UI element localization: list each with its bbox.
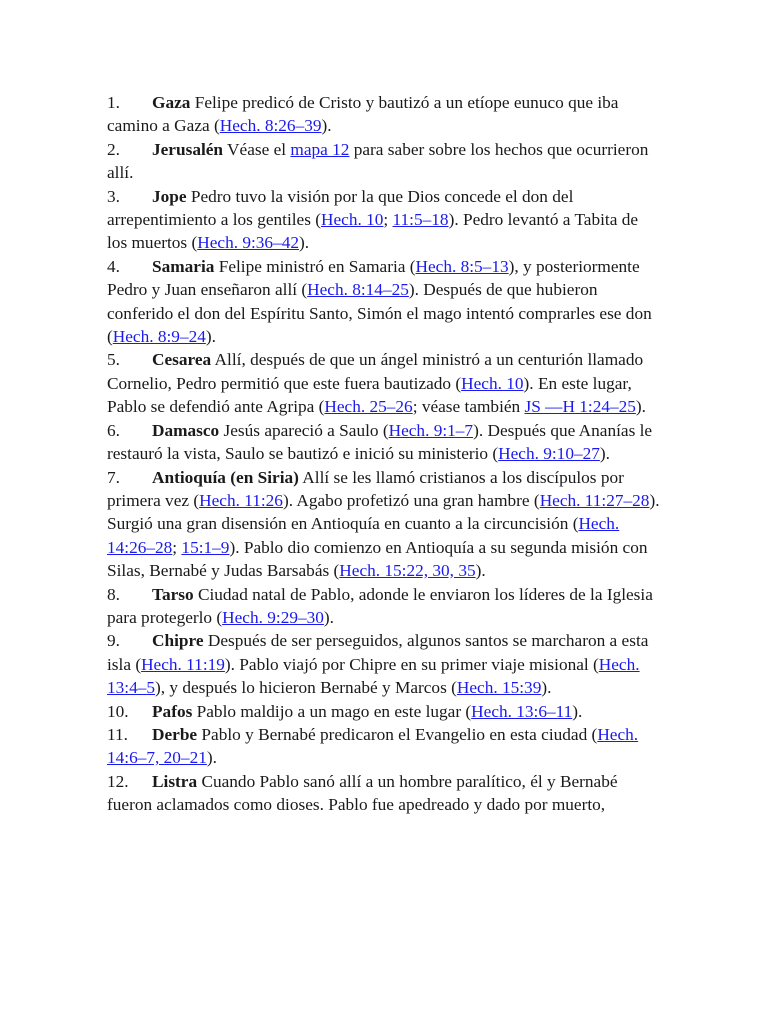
list-item — [107, 255, 662, 349]
description-text: ; véase también — [412, 397, 525, 417]
description-text: ). En este lugar, Pablo se defendió ante Agripa ( — [107, 373, 632, 417]
item-number: 3. — [107, 186, 120, 206]
list-item — [107, 419, 662, 466]
list-item — [107, 700, 662, 723]
list-item — [107, 723, 662, 770]
description-text: ; — [383, 210, 393, 230]
description-text: ). — [321, 116, 332, 136]
place-name: Cesarea — [152, 350, 212, 370]
scripture-reference-link[interactable]: Hech. 11:26 — [199, 490, 283, 510]
scripture-reference-link[interactable]: 15:1–9 — [181, 537, 230, 557]
description-text: Cuando Pablo sanó allí a un hombre paralítico, él y Bernabé fueron aclamados como dioses. Pablo fue apedreado y dado por muerto, — [107, 771, 618, 815]
item-number: 6. — [107, 420, 120, 440]
description-text: ). Después que Ananías le restauró la vista, Saulo se bautizó e inició su ministerio ( — [107, 420, 653, 464]
list-item — [107, 185, 662, 255]
list-item — [107, 91, 662, 138]
description-text: ). — [599, 444, 610, 464]
item-number: 5. — [107, 350, 120, 370]
place-name: Jope — [152, 186, 187, 206]
description-text: ). — [206, 748, 217, 768]
item-number: 10. — [107, 701, 129, 721]
place-name: Tarso — [152, 584, 194, 604]
scripture-reference-link[interactable]: Hech. 9:36–42 — [197, 233, 299, 253]
description-text: Después de ser perseguidos, algunos santos se marcharon a esta isla ( — [107, 631, 649, 674]
place-name: Gaza — [152, 93, 191, 112]
place-name: Chipre — [152, 631, 204, 651]
list-item — [107, 583, 662, 630]
scripture-reference-link[interactable]: Hech. 8:26–39 — [219, 116, 322, 136]
list-item — [107, 466, 662, 583]
scripture-reference-link[interactable]: Hech. 9:29–30 — [222, 607, 324, 627]
list-item — [107, 138, 662, 185]
scripture-reference-link[interactable]: Hech. 8:5–13 — [415, 256, 509, 276]
description-text: ; — [172, 537, 182, 557]
description-text: Allí, después de que un ángel ministró a un centurión llamado Cornelio, Pedro permitió que este fuera bautizado ( — [107, 350, 644, 393]
scripture-reference-link[interactable]: Hech. 25–26 — [324, 397, 413, 417]
description-text: ). Pedro levantó a Tabita de los muertos ( — [107, 210, 639, 253]
description-text: ), y después lo hicieron Bernabé y Marcos ( — [155, 678, 457, 698]
description-text: para saber sobre los hechos que ocurrieron allí. — [107, 139, 649, 183]
scripture-reference-link[interactable]: 11:5–18 — [392, 210, 449, 230]
place-name: Samaria — [152, 256, 215, 276]
scripture-reference-link[interactable]: Hech. 9:10–27 — [498, 444, 600, 464]
place-name: Jerusalén — [152, 139, 224, 159]
description-text: ), y posteriormente Pedro y Juan enseñaron allí ( — [107, 256, 640, 300]
description-text: Pablo y Bernabé predicaron el Evangelio en esta ciudad ( — [197, 724, 598, 744]
scripture-reference-link[interactable]: Hech. 13:6–11 — [471, 701, 573, 721]
scripture-reference-link[interactable]: Hech. 15:39 — [456, 678, 542, 698]
description-text: Allí se les llamó cristianos a los discípulos por primera vez ( — [107, 467, 624, 510]
description-text: Jesús apareció a Saulo ( — [219, 420, 389, 440]
scripture-reference-link[interactable]: Hech. 15:22, 30, 35 — [339, 561, 476, 581]
description-text: ). — [475, 561, 486, 581]
item-number: 7. — [107, 467, 120, 487]
place-name: Pafos — [152, 701, 193, 721]
description-text: ). Agabo profetizó una gran hambre ( — [282, 490, 540, 510]
scripture-reference-link[interactable]: Hech. 8:14–25 — [307, 280, 409, 300]
item-number: 9. — [107, 631, 120, 651]
description-text: Pablo maldijo a un mago en este lugar ( — [192, 701, 472, 721]
item-number: 1. — [107, 93, 120, 112]
description-text: Felipe predicó de Cristo y bautizó a un etíope eunuco que iba camino a Gaza ( — [107, 93, 619, 136]
scripture-reference-link[interactable]: Hech. 13:4–5 — [107, 654, 640, 698]
place-name: Damasco — [152, 420, 220, 440]
description-text: ). Después de que hubieron conferido el don del Espíritu Santo, Simón el mago intentó comprarles ese don ( — [107, 280, 652, 347]
description-text: ). — [541, 678, 552, 698]
list-item — [107, 348, 662, 418]
description-text: ). — [299, 233, 310, 253]
item-number: 4. — [107, 256, 120, 276]
scripture-reference-link[interactable]: Hech. 8:9–24 — [112, 327, 206, 347]
place-name: Antioquía (en Siria) — [152, 467, 299, 487]
scripture-reference-link[interactable]: Hech. 14:26–28 — [107, 514, 620, 557]
scripture-reference-link[interactable]: Hech. 14:6–7, 20–21 — [107, 724, 639, 768]
description-text: ). Pablo dio comienzo en Antioquía a su segunda misión con Silas, Bernabé y Judas Barsabás ( — [107, 537, 648, 581]
place-name: Listra — [152, 771, 198, 791]
list-item — [107, 629, 662, 699]
scripture-reference-link[interactable]: Hech. 11:19 — [141, 654, 225, 674]
description-text: ). Pablo viajó por Chipre en su primer viaje misional ( — [224, 654, 599, 674]
scripture-reference-link[interactable]: Hech. 10 — [461, 373, 524, 393]
scripture-reference-link[interactable]: Hech. 11:27–28 — [539, 490, 650, 510]
item-number: 11. — [107, 724, 128, 744]
description-text: ). — [572, 701, 583, 721]
description-text: Véase el — [223, 139, 291, 159]
description-text: ). — [205, 327, 216, 347]
scripture-reference-link[interactable]: Hech. 10 — [321, 210, 384, 230]
list-item — [107, 770, 662, 817]
description-text: ). — [635, 397, 646, 417]
item-number: 8. — [107, 584, 120, 604]
description-text: Pedro tuvo la visión por la que Dios concede el don del arrepentimiento a los gentiles ( — [107, 186, 574, 230]
description-text: Felipe ministró en Samaria ( — [214, 256, 416, 276]
scripture-reference-link[interactable]: JS —H 1:24–25 — [524, 397, 636, 417]
description-text: Ciudad natal de Pablo, adonde le enviaron los líderes de la Iglesia para protegerlo ( — [107, 584, 653, 627]
item-number: 12. — [107, 771, 129, 791]
scripture-reference-link[interactable]: mapa 12 — [290, 139, 350, 159]
item-number: 2. — [107, 139, 120, 159]
place-name: Derbe — [152, 724, 198, 744]
description-text: ). Surgió una gran disensión en Antioquía en cuanto a la circuncisión ( — [107, 490, 660, 534]
document-body — [107, 91, 662, 817]
description-text: ). — [323, 607, 334, 627]
scripture-reference-link[interactable]: Hech. 9:1–7 — [388, 420, 474, 440]
